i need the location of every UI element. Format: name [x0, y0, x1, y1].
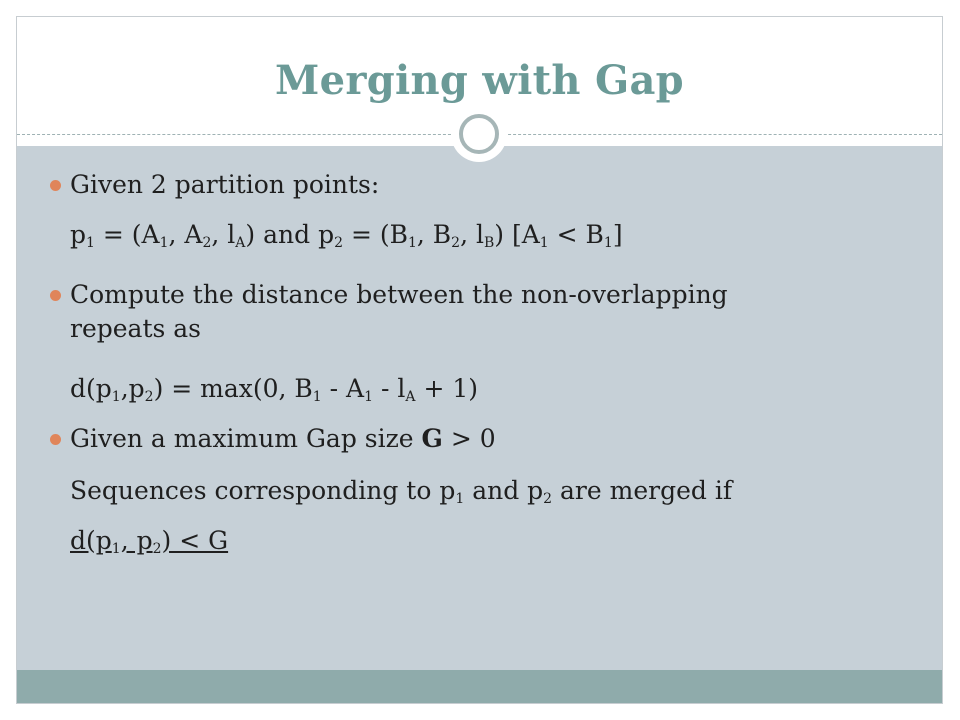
bullet-max-gap: Given a maximum Gap size G > 0: [70, 424, 496, 453]
distance-formula: $d(p_1,p_2) = \max(0$, $B_1 - A_1 - l_A + 1$): [70, 374, 479, 405]
partition-points-definition: $p_1 = (A_1$, $A_2$, $l_A$) and $p_2 = (B_1$, $B_2$, $l_B$) $[A_1 < B_1]$: [70, 220, 623, 251]
bullet-icon: [50, 434, 61, 445]
bullet-icon: [50, 180, 61, 191]
bullet-compute-distance: Compute the distance between the non-overlapping: [70, 280, 728, 309]
bullet-given-partition-points: Given 2 partition points:: [70, 170, 380, 199]
merge-inequality: $d(p_1$, $p_2) < G$: [70, 526, 229, 557]
footer-bar: [17, 670, 942, 703]
ring-icon: [459, 114, 499, 154]
merge-condition: Sequences corresponding to $p_1$ and $p_2$ are merged if: [70, 476, 733, 507]
bullet-icon: [50, 290, 61, 301]
slide-title: Merging with Gap: [275, 57, 684, 104]
bullet-compute-distance-cont: repeats as: [70, 314, 202, 343]
